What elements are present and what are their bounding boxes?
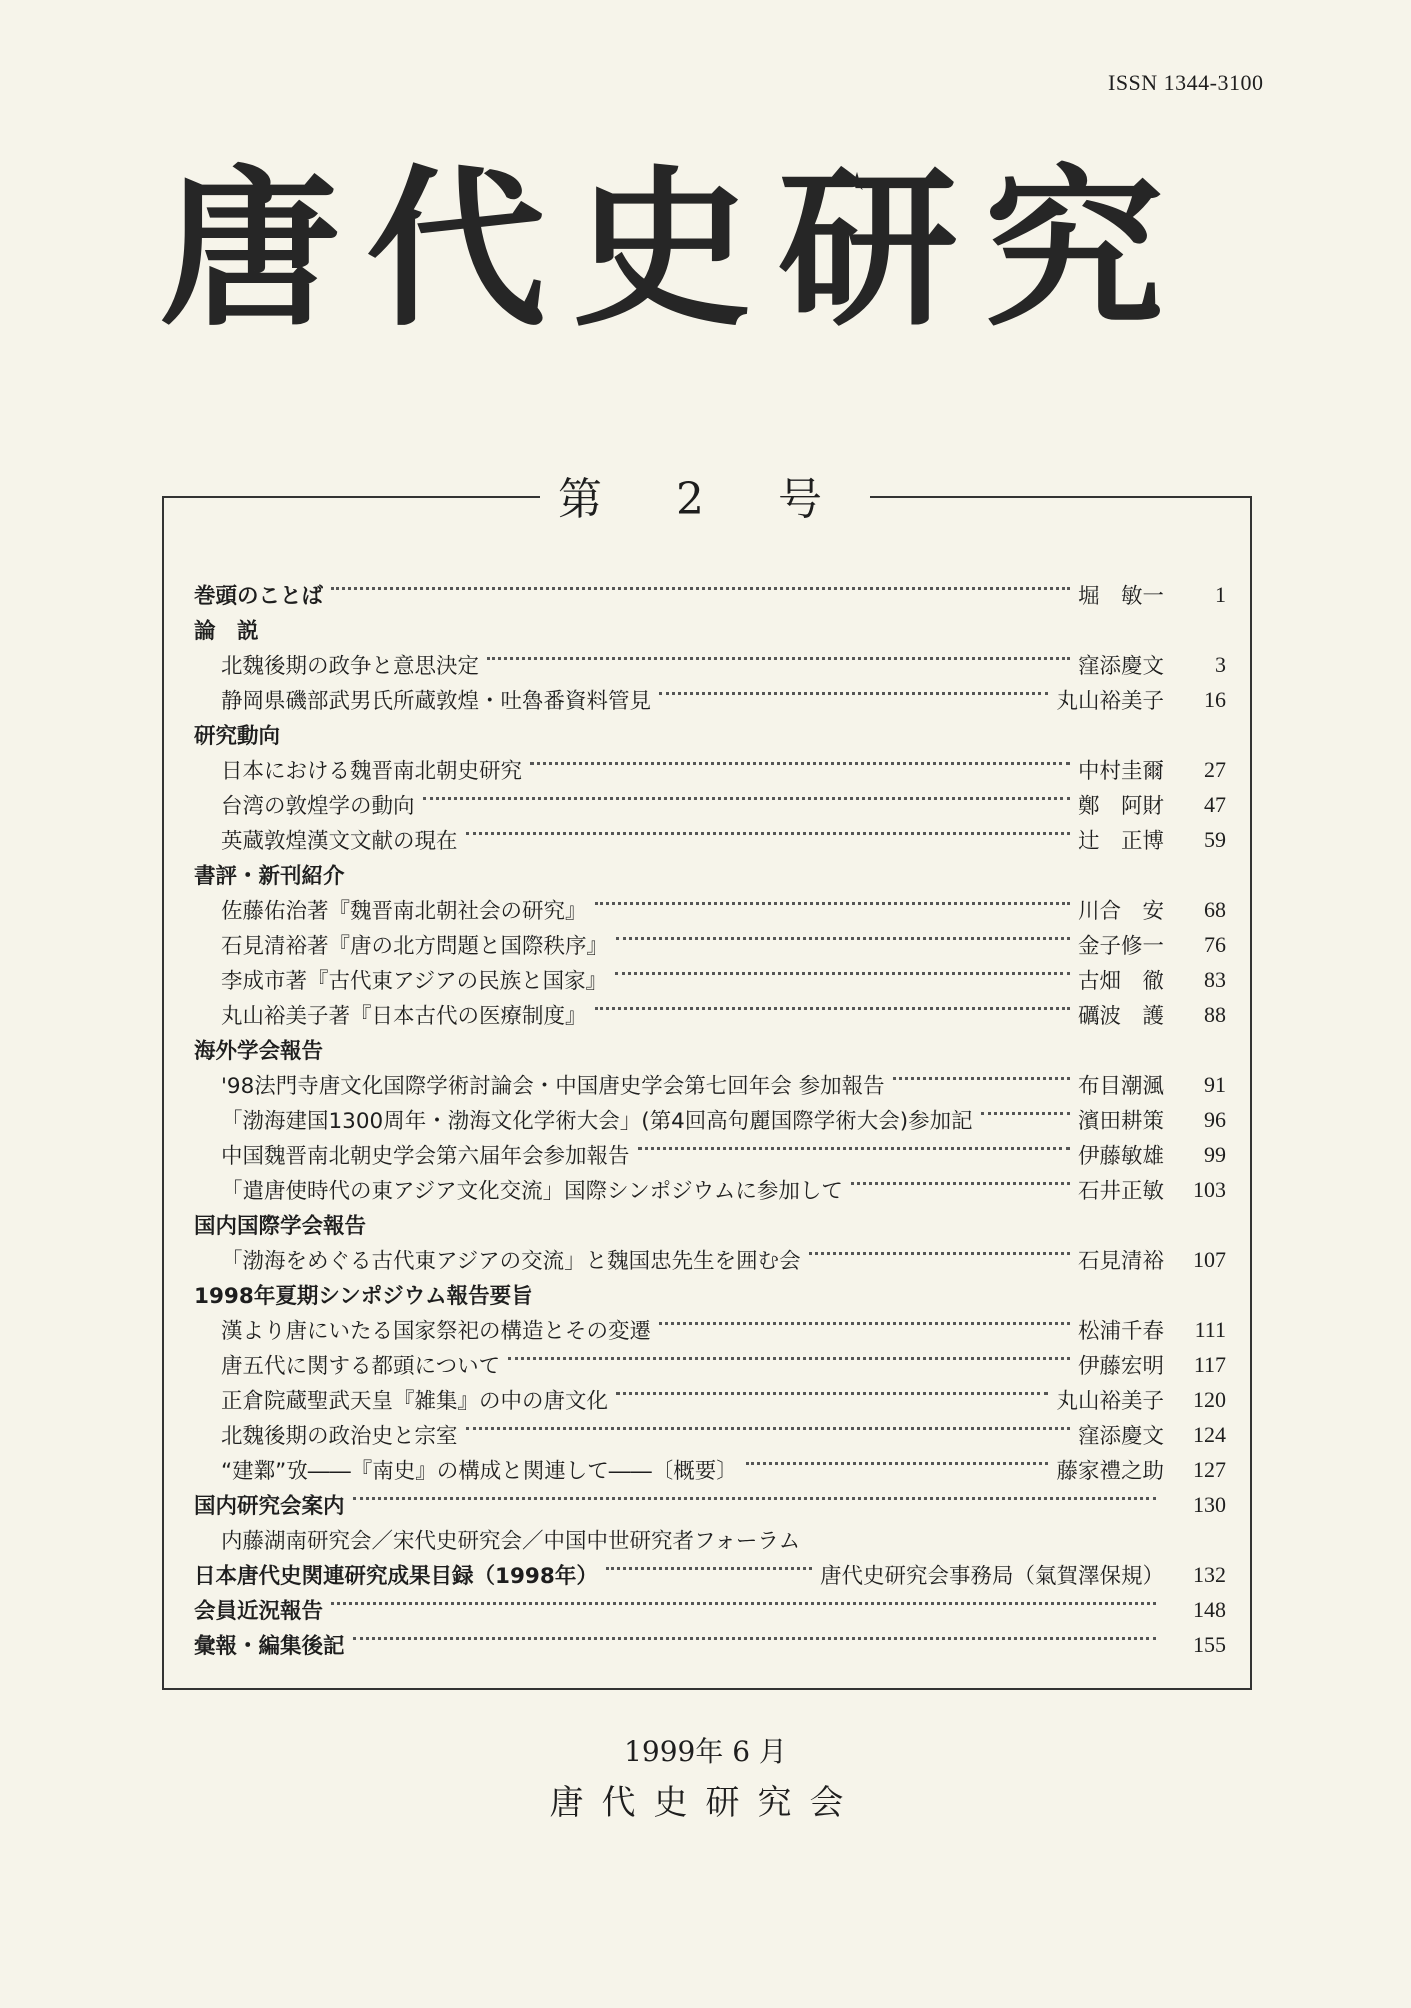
toc-leader-dots xyxy=(331,587,1070,590)
publication-date: 1999年 6 月 xyxy=(624,1735,787,1768)
toc-title: 書評・新刊紹介 xyxy=(194,864,345,889)
toc-author: 唐代史研究会事務局（氣賀澤保規） xyxy=(819,1564,1164,1589)
toc-title: 論 説 xyxy=(194,619,259,644)
toc-entry-row xyxy=(194,1137,1226,1172)
toc-leader-dots xyxy=(530,762,1070,765)
toc-leader-dots xyxy=(851,1182,1070,1185)
toc-entry-row xyxy=(194,927,1226,962)
toc-page-number: 96 xyxy=(1204,1106,1226,1132)
toc-author: 丸山裕美子 xyxy=(1056,689,1164,714)
toc-leader-dots xyxy=(746,1462,1049,1465)
toc-leader-dots xyxy=(606,1567,812,1570)
toc-page-number: 91 xyxy=(1204,1071,1226,1097)
toc-section-row xyxy=(194,1487,1226,1522)
toc-section-row xyxy=(194,577,1226,612)
toc-author: 伊藤宏明 xyxy=(1077,1354,1164,1379)
toc-page-number: 99 xyxy=(1204,1141,1226,1167)
toc-entry-row xyxy=(194,1522,1226,1557)
toc-title: “建鄴”攷――『南史』の構成と関連して――〔概要〕 xyxy=(221,1459,738,1484)
toc-title: 中国魏晋南北朝史学会第六届年会参加報告 xyxy=(221,1144,630,1169)
toc-title: 「遣唐使時代の東アジア文化交流」国際シンポジウムに参加して xyxy=(221,1179,843,1204)
toc-title: 国内研究会案内 xyxy=(194,1494,345,1519)
toc-author: 窪添慶文 xyxy=(1077,654,1164,679)
toc-entry-row xyxy=(194,752,1226,787)
toc-page-number: 83 xyxy=(1204,966,1226,992)
toc-author: 濱田耕策 xyxy=(1077,1109,1164,1134)
toc-author: 古畑 徹 xyxy=(1077,969,1164,994)
toc-author: 布目潮渢 xyxy=(1077,1074,1164,1099)
toc-author: 金子修一 xyxy=(1077,934,1164,959)
toc-leader-dots xyxy=(353,1637,1156,1640)
toc-title: 日本唐代史関連研究成果目録（1998年） xyxy=(194,1564,598,1589)
toc-title: 会員近況報告 xyxy=(194,1599,324,1624)
toc-title: 静岡県磯部武男氏所蔵敦煌・吐魯番資料管見 xyxy=(221,689,652,714)
toc-author: 堀 敏一 xyxy=(1077,584,1164,609)
toc-leader-dots xyxy=(809,1252,1070,1255)
toc-leader-dots xyxy=(981,1112,1070,1115)
toc-leader-dots xyxy=(616,937,1070,940)
toc-page-number: 124 xyxy=(1193,1421,1226,1447)
toc-page-number: 27 xyxy=(1204,756,1226,782)
journal-title: 唐代史研究 xyxy=(160,149,1191,350)
toc-title: 海外学会報告 xyxy=(194,1039,324,1064)
toc-entry-row xyxy=(194,647,1226,682)
toc-page-number: 103 xyxy=(1193,1176,1226,1202)
toc-entry-row xyxy=(194,997,1226,1032)
issn-number: ISSN 1344-3100 xyxy=(1108,70,1264,95)
toc-title: 佐藤佑治著『魏晋南北朝社会の研究』 xyxy=(221,899,587,924)
issue-number: 第 2 号 xyxy=(540,472,870,528)
toc-leader-dots xyxy=(595,902,1070,905)
toc-page-number: 132 xyxy=(1193,1561,1226,1587)
toc-author: 礪波 護 xyxy=(1077,1004,1164,1029)
toc-leader-dots xyxy=(893,1077,1070,1080)
toc-entry-row xyxy=(194,1452,1226,1487)
toc-page-number: 111 xyxy=(1194,1316,1226,1342)
toc-title: 唐五代に関する都頭について xyxy=(221,1354,501,1379)
toc-entry-row xyxy=(194,1417,1226,1452)
toc-entry-row xyxy=(194,1067,1226,1102)
toc-leader-dots xyxy=(615,972,1070,975)
toc-leader-dots xyxy=(466,832,1070,835)
toc-author: 藤家禮之助 xyxy=(1056,1459,1164,1484)
toc-entry-row xyxy=(194,1347,1226,1382)
toc-page-number: 1 xyxy=(1215,581,1226,607)
toc-section-row xyxy=(194,1627,1226,1662)
publisher: 唐代史研究会 xyxy=(549,1783,862,1823)
toc-leader-dots xyxy=(659,692,1048,695)
toc-author: 石見清裕 xyxy=(1077,1249,1164,1274)
toc-title: 彙報・編集後記 xyxy=(194,1634,345,1659)
toc-section-row xyxy=(194,1277,1226,1312)
toc-page-number: 120 xyxy=(1193,1386,1226,1412)
toc-entry-row xyxy=(194,1242,1226,1277)
toc-page-number: 155 xyxy=(1193,1631,1226,1657)
toc-leader-dots xyxy=(353,1497,1156,1500)
toc-leader-dots xyxy=(331,1602,1156,1605)
toc-title: 台湾の敦煌学の動向 xyxy=(221,794,415,819)
toc-author: 石井正敏 xyxy=(1077,1179,1164,1204)
toc-page-number: 148 xyxy=(1193,1596,1226,1622)
toc-leader-dots xyxy=(638,1147,1070,1150)
table-of-contents xyxy=(194,577,1226,1662)
toc-title: 内藤湖南研究会／宋代史研究会／中国中世研究者フォーラム xyxy=(221,1529,801,1554)
toc-entry-row xyxy=(194,1312,1226,1347)
toc-page-number: 76 xyxy=(1204,931,1226,957)
toc-leader-dots xyxy=(659,1322,1070,1325)
toc-author: 松浦千春 xyxy=(1077,1319,1164,1344)
toc-page-number: 127 xyxy=(1193,1456,1226,1482)
toc-leader-dots xyxy=(466,1427,1070,1430)
toc-title: 李成市著『古代東アジアの民族と国家』 xyxy=(221,969,608,994)
toc-section-row xyxy=(194,1557,1226,1592)
toc-leader-dots xyxy=(508,1357,1070,1360)
toc-title: 巻頭のことば xyxy=(194,584,324,609)
toc-title: 丸山裕美子著『日本古代の医療制度』 xyxy=(221,1004,587,1029)
toc-entry-row xyxy=(194,1382,1226,1417)
toc-entry-row xyxy=(194,892,1226,927)
toc-entry-row xyxy=(194,822,1226,857)
toc-author: 中村圭爾 xyxy=(1077,759,1164,784)
toc-section-row xyxy=(194,1207,1226,1242)
toc-entry-row xyxy=(194,1102,1226,1137)
toc-entry-row xyxy=(194,787,1226,822)
toc-leader-dots xyxy=(616,1392,1048,1395)
toc-entry-row xyxy=(194,682,1226,717)
toc-title: 研究動向 xyxy=(194,724,281,749)
toc-title: 北魏後期の政治史と宗室 xyxy=(221,1424,458,1449)
toc-author: 伊藤敏雄 xyxy=(1077,1144,1164,1169)
toc-title: 漢より唐にいたる国家祭祀の構造とその変遷 xyxy=(221,1319,652,1344)
toc-author: 窪添慶文 xyxy=(1077,1424,1164,1449)
toc-section-row xyxy=(194,1032,1226,1067)
toc-section-row xyxy=(194,612,1226,647)
toc-author: 川合 安 xyxy=(1077,899,1164,924)
toc-leader-dots xyxy=(595,1007,1070,1010)
toc-author: 鄭 阿財 xyxy=(1077,794,1164,819)
toc-section-row xyxy=(194,1592,1226,1627)
toc-page-number: 47 xyxy=(1204,791,1226,817)
toc-title: 1998年夏期シンポジウム報告要旨 xyxy=(194,1284,533,1309)
toc-page-number: 59 xyxy=(1204,826,1226,852)
toc-section-row xyxy=(194,717,1226,752)
toc-page-number: 3 xyxy=(1215,651,1226,677)
toc-title: 日本における魏晋南北朝史研究 xyxy=(221,759,523,784)
toc-entry-row xyxy=(194,1172,1226,1207)
toc-page-number: 88 xyxy=(1204,1001,1226,1027)
toc-author: 辻 正博 xyxy=(1077,829,1164,854)
toc-section-row xyxy=(194,857,1226,892)
toc-page-number: 107 xyxy=(1193,1246,1226,1272)
toc-title: 北魏後期の政争と意思決定 xyxy=(221,654,480,679)
toc-title: 国内国際学会報告 xyxy=(194,1214,367,1239)
toc-title: 「渤海をめぐる古代東アジアの交流」と魏国忠先生を囲む会 xyxy=(221,1249,801,1274)
toc-page-number: 68 xyxy=(1204,896,1226,922)
toc-page-number: 117 xyxy=(1193,1351,1226,1377)
toc-page-number: 16 xyxy=(1204,686,1226,712)
toc-author: 丸山裕美子 xyxy=(1056,1389,1164,1414)
toc-leader-dots xyxy=(423,797,1070,800)
toc-title: 「渤海建国1300周年・渤海文化学術大会」(第4回高句麗国際学術大会)参加記 xyxy=(221,1109,973,1134)
toc-title: '98法門寺唐文化国際学術討論会・中国唐史学会第七回年会 参加報告 xyxy=(221,1074,885,1099)
toc-title: 石見清裕著『唐の北方問題と国際秩序』 xyxy=(221,934,609,959)
toc-title: 英蔵敦煌漢文文献の現在 xyxy=(221,829,458,854)
toc-title: 正倉院蔵聖武天皇『雑集』の中の唐文化 xyxy=(221,1389,609,1414)
toc-page-number: 130 xyxy=(1193,1491,1226,1517)
toc-entry-row xyxy=(194,962,1226,997)
toc-leader-dots xyxy=(487,657,1070,660)
